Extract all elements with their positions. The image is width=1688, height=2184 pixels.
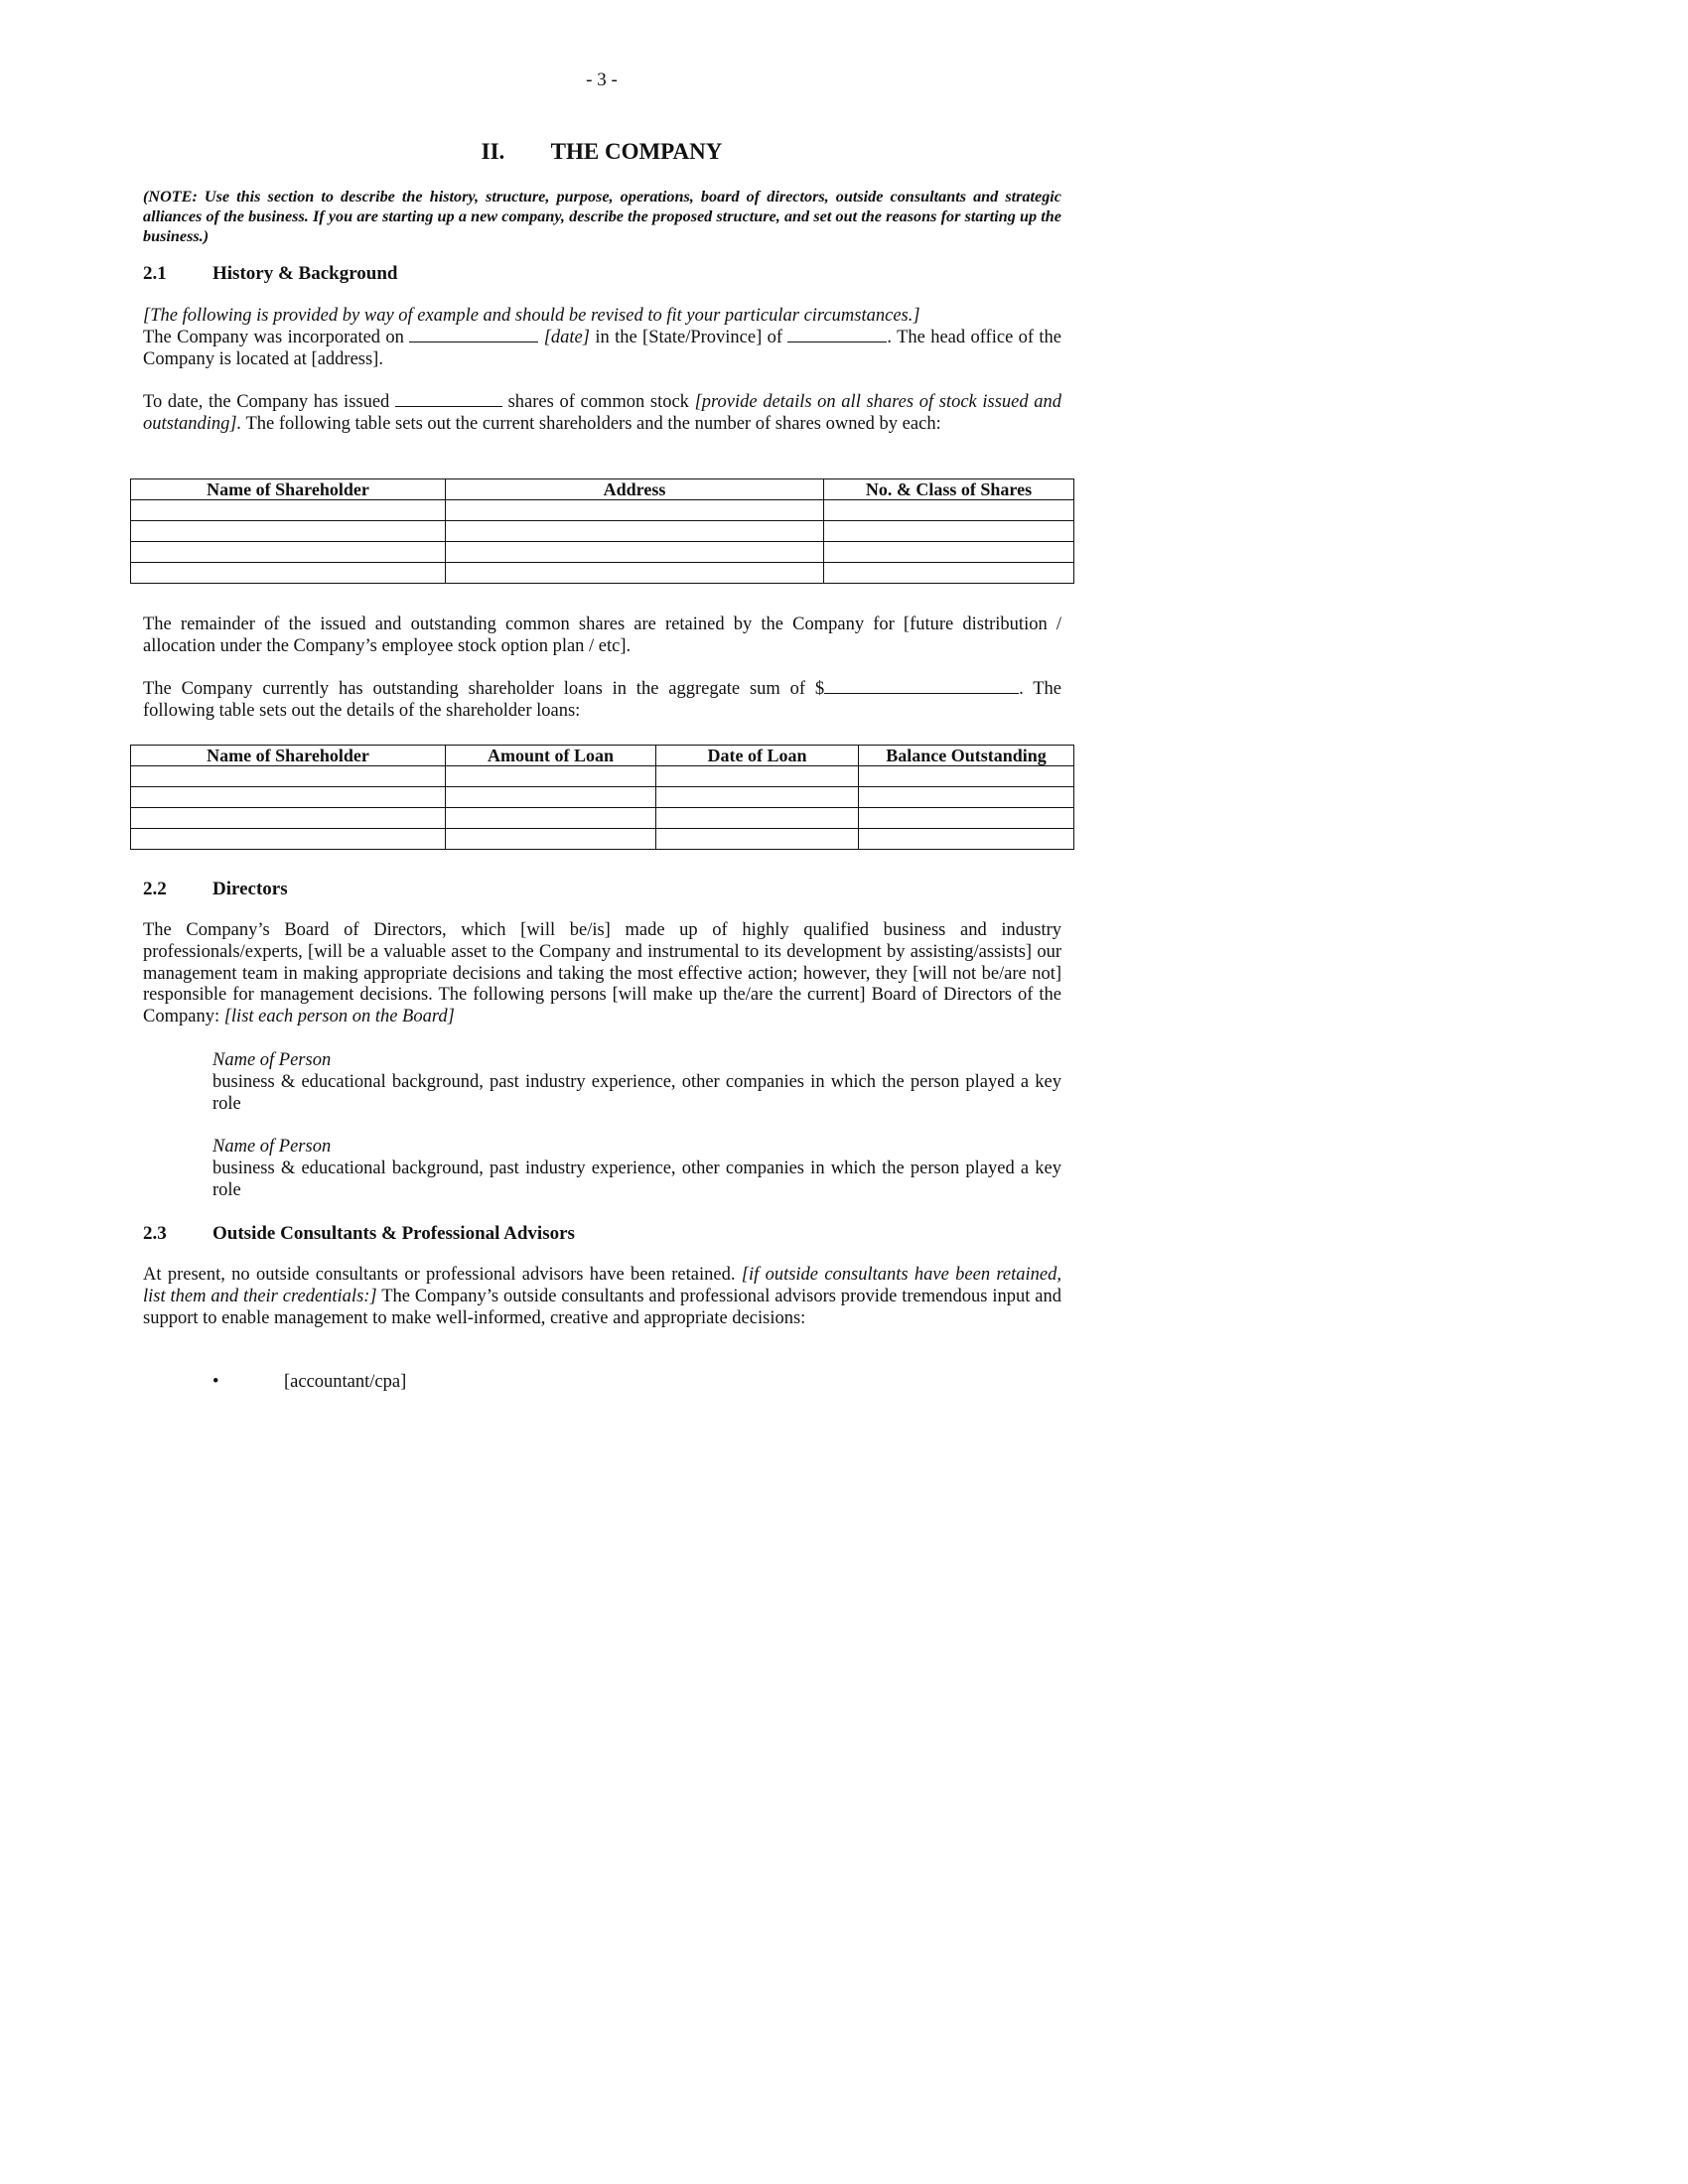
section-heading [0, 139, 1203, 165]
table-row [131, 500, 1074, 521]
blank-line [787, 328, 887, 342]
consultants-paragraph [143, 1265, 1061, 1329]
text-run: At present, no outside consultants or professional advisors have been retained. [143, 1265, 736, 1285]
column-header: No. & Class of Shares [824, 479, 1074, 500]
table-header-row [131, 746, 1074, 766]
table-cell[interactable] [824, 500, 1074, 521]
table-cell[interactable] [446, 542, 824, 563]
section-note: (NOTE: Use this section to describe the history, structure, purpose, operations, board of directors, outside consultants and strategic alliances of the business. If you are starting up a new company, describe the proposed structure, and set out the reasons for starting up the business.) [143, 188, 1061, 245]
column-header: Date of Loan [656, 746, 859, 766]
table-cell[interactable] [656, 808, 859, 829]
subsection-number: 2.1 [143, 263, 167, 284]
table-cell[interactable] [446, 766, 656, 787]
text-run: in the [State/Province] of [595, 327, 783, 347]
table-cell[interactable] [656, 829, 859, 850]
table-cell[interactable] [656, 787, 859, 808]
column-header: Balance Outstanding [859, 746, 1074, 766]
loans-paragraph [143, 679, 1061, 723]
table-cell[interactable] [131, 542, 446, 563]
director-name: Name of Person [212, 1050, 332, 1070]
table-cell[interactable] [446, 521, 824, 542]
table-cell[interactable] [131, 787, 446, 808]
table-cell[interactable] [446, 787, 656, 808]
table-cell[interactable] [824, 521, 1074, 542]
list-item [212, 1372, 406, 1393]
table-row [131, 542, 1074, 563]
director-description: business & educational background, past industry experience, other companies in which the person played a key role [212, 1071, 1061, 1114]
subsection-title: History & Background [212, 263, 398, 284]
subsection-heading-2-2 [143, 879, 288, 900]
subsection-number: 2.3 [143, 1223, 167, 1244]
table-row [131, 829, 1074, 850]
table-cell[interactable] [131, 563, 446, 584]
text-run: The Company’s Board of Directors, which [will be/is] made up of highly qualified business and industry professionals/experts, [will be a valuable asset to the Company and instrumental to its development by assisting/assists] our management team in making appropriate decisions and taking the most effective action; however, they [will not be/are not] responsible for management decisions. The following persons [will make up the/are the current] Board of Directors of the Company: [143, 920, 1061, 1027]
column-header: Address [446, 479, 824, 500]
text-run: The Company was incorporated on [143, 327, 404, 347]
blank-line [824, 679, 1019, 694]
blank-line [395, 392, 502, 407]
table-cell[interactable] [859, 766, 1074, 787]
table-cell[interactable] [824, 542, 1074, 563]
bullet-icon: • [212, 1372, 219, 1392]
date-placeholder: [date] [543, 327, 590, 347]
subsection-heading-2-1 [143, 263, 398, 285]
text-run: To date, the Company has issued [143, 392, 390, 412]
history-paragraph-2 [143, 392, 1061, 436]
column-header: Amount of Loan [446, 746, 656, 766]
director-entry [212, 1137, 1061, 1201]
text-run: The Company’s outside consultants and professional advisors provide tremendous input and support to enable management to make well-informed, creative and appropriate decisions: [143, 1286, 1061, 1328]
table-cell[interactable] [824, 563, 1074, 584]
shareholders-table [130, 478, 1074, 584]
table-cell[interactable] [131, 808, 446, 829]
table-cell[interactable] [131, 521, 446, 542]
table-cell[interactable] [131, 500, 446, 521]
table-cell[interactable] [446, 500, 824, 521]
page-number: - 3 - [586, 69, 618, 90]
table-cell[interactable] [859, 787, 1074, 808]
list-item-label: [accountant/cpa] [284, 1372, 407, 1392]
table-cell[interactable] [859, 808, 1074, 829]
text-run: [list each person on the Board] [223, 1007, 455, 1027]
table-row [131, 787, 1074, 808]
text-run: . The following table sets out the details of the shareholder loans: [143, 679, 1061, 721]
history-paragraph-1 [143, 306, 1061, 370]
text-run: The following table sets out the current shareholders and the number of shares owned by each: [245, 413, 941, 434]
remainder-paragraph: The remainder of the issued and outstanding common shares are retained by the Company for [future distribution / allocation under the Company’s employee stock option plan / etc]. [143, 614, 1061, 656]
directors-paragraph [143, 920, 1061, 1028]
director-name: Name of Person [212, 1137, 332, 1157]
blank-line [409, 328, 538, 342]
shareholder-loans-table [130, 745, 1074, 850]
table-cell[interactable] [131, 829, 446, 850]
example-note: [The following is provided by way of example and should be revised to fit your particular circumstances.] [143, 306, 920, 326]
table-cell[interactable] [131, 766, 446, 787]
text-run: The Company currently has outstanding shareholder loans in the aggregate sum of $ [143, 679, 825, 699]
text-run: [provide details on all shares of stock issued and outstanding]. [143, 392, 1062, 434]
subsection-number: 2.2 [143, 879, 167, 899]
table-header-row [131, 479, 1074, 500]
director-entry [212, 1050, 1061, 1115]
table-cell[interactable] [446, 829, 656, 850]
table-cell[interactable] [446, 563, 824, 584]
table-row [131, 563, 1074, 584]
subsection-title: Outside Consultants & Professional Advisors [212, 1223, 575, 1244]
table-cell[interactable] [859, 829, 1074, 850]
section-number: II. [481, 139, 505, 164]
table-cell[interactable] [446, 808, 656, 829]
table-row [131, 766, 1074, 787]
column-header: Name of Shareholder [131, 479, 446, 500]
table-row [131, 808, 1074, 829]
section-title: THE COMPANY [550, 139, 723, 164]
column-header: Name of Shareholder [131, 746, 446, 766]
text-run: shares of common stock [507, 392, 689, 412]
table-row [131, 521, 1074, 542]
text-run: [if outside consultants have been retained, list them and their credentials:] [143, 1265, 1062, 1306]
director-description: business & educational background, past industry experience, other companies in which the person played a key role [212, 1158, 1061, 1200]
subsection-heading-2-3 [143, 1223, 575, 1245]
table-cell[interactable] [656, 766, 859, 787]
text-run: . The head office of the Company is located at [address]. [143, 327, 1062, 369]
subsection-title: Directors [212, 879, 288, 899]
